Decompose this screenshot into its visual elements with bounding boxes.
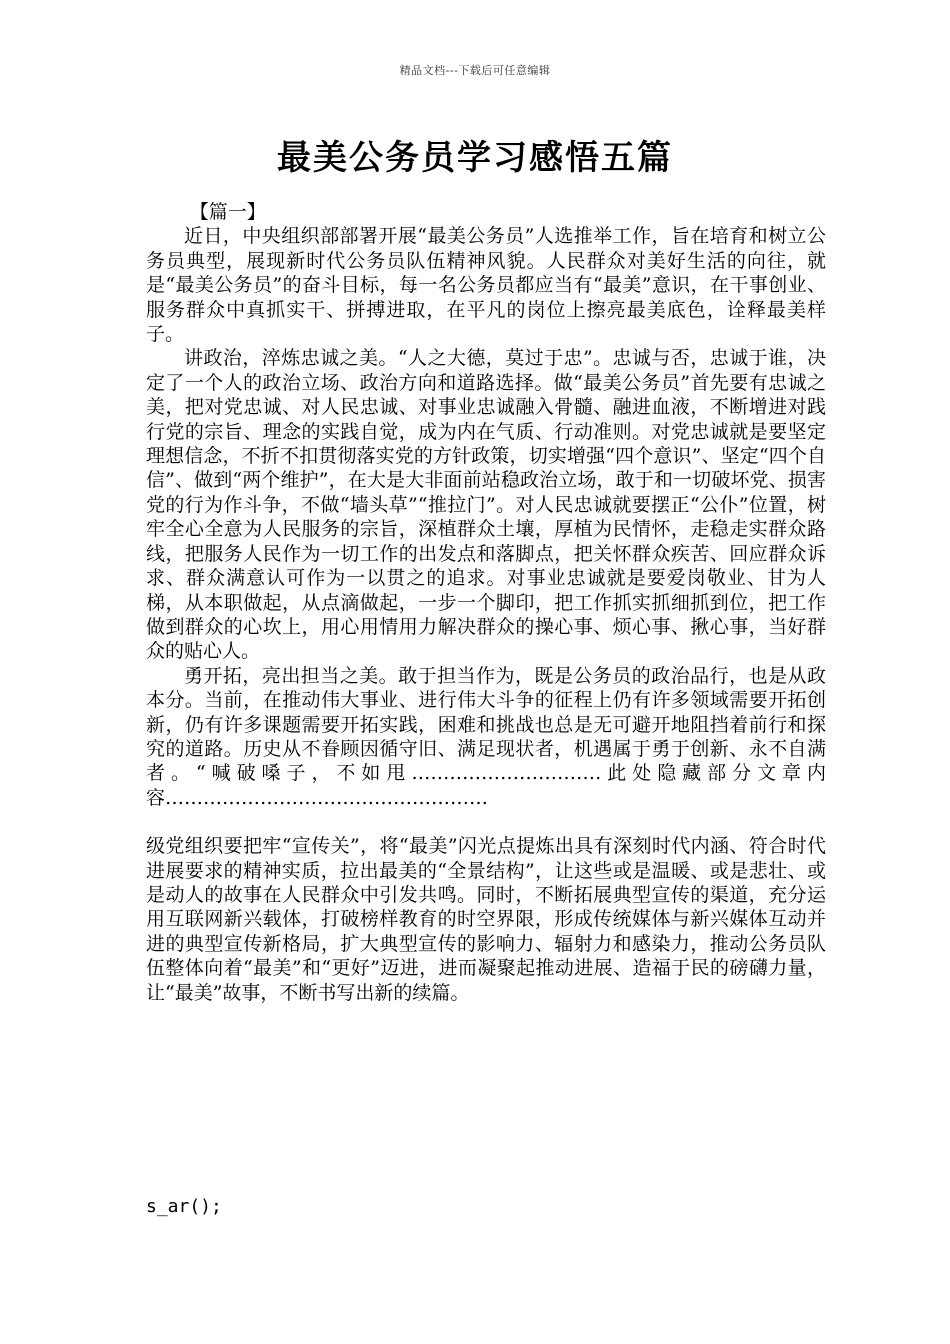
code-line: s_ar();: [146, 1196, 222, 1217]
paragraph-intro: 近日，中央组织部部署开展“最美公务员”人选推举工作，旨在培育和树立公务员典型，展现新时代公务员队伍精神风貌。人民群众对美好生活的向往，就是“最美公务员”的奋斗目标，每一名公务员都应当有“最美”意识，在干事创业、服务群众中真抓实干、拼搏进取，在平凡的岗位上擦亮最美底色，诠释最美样子。: [146, 225, 826, 346]
document-title: 最美公务员学习感悟五篇: [277, 138, 673, 178]
paragraph-closing: 级党组织要把牢“宣传关”，将“最美”闪光点提炼出具有深刻时代内涵、符合时代进展要求的精神实质，拉出最美的“全景结构”，让这些或是温暖、或是悲壮、或是动人的故事在人民群众中引发共鸣。同时，不断拓展典型宣传的渠道，充分运用互联网新兴载体，打破榜样教育的时空界限，形成传统媒体与新兴媒体互动并进的典型宣传新格局，扩大典型宣传的影响力、辐射力和感染力，推动公务员队伍整体向着“最美”和“更好”迈进，进而凝聚起推动进展、造福于民的磅礴力量，让“最美”故事，不断书写出新的续篇。: [146, 835, 826, 1004]
paragraph-pioneering: [146, 664, 826, 810]
paragraph-pioneering-text: 勇开拓，亮出担当之美。敢于担当作为，既是公务员的政治品行，也是从政本分。当前，在推动伟大事业、进行伟大斗争的征程上仍有许多领域需要开拓创新，仍有许多课题需要开拓实践，困难和挑战也总是无可避开地阻挡着前行和探究的道路。历史从不眷顾因循守旧、满足现状者，机遇属于勇于创新、永不自满者。“喊破嗓子，不如甩: [146, 664, 826, 785]
hidden-content-notice: …………………………此处隐藏部分文章内容……………………………………………: [146, 762, 826, 809]
paragraph-spacer: [146, 810, 826, 834]
section-label: 【篇一】: [189, 201, 266, 223]
header-note: 精品文档---下载后可任意编辑: [399, 64, 551, 77]
document-body: [146, 200, 826, 1005]
paragraph-loyalty: 讲政治，淬炼忠诚之美。“人之大德，莫过于忠”。忠诚与否，忠诚于谁，决定了一个人的政治立场、政治方向和道路选择。做“最美公务员”首先要有忠诚之美，把对党忠诚、对人民忠诚、对事业忠诚融入骨髓、融进血液，不断增进对践行党的宗旨、理念的实践自觉，成为内在气质、行动准则。对党忠诚就是要坚定理想信念，不折不扣贯彻落实党的方针政策，切实增强“四个意识”、坚定“四个自信”、做到“两个维护”，在大是大非面前站稳政治立场，敢于和一切破坏党、损害党的行为作斗争，不做“墙头草”“推拉门”。对人民忠诚就要摆正“公仆”位置，树牢全心全意为人民服务的宗旨，深植群众土壤，厚植为民情怀，走稳走实群众路线，把服务人民作为一切工作的出发点和落脚点，把关怀群众疾苦、回应群众诉求、群众满意认可作为一以贯之的追求。对事业忠诚就是要爱岗敬业、甘为人梯，从本职做起，从点滴做起，一步一个脚印，把工作抓实抓细抓到位，把工作做到群众的心坎上，用心用情用力解决群众的操心事、烦心事、揪心事，当好群众的贴心人。: [146, 347, 826, 663]
